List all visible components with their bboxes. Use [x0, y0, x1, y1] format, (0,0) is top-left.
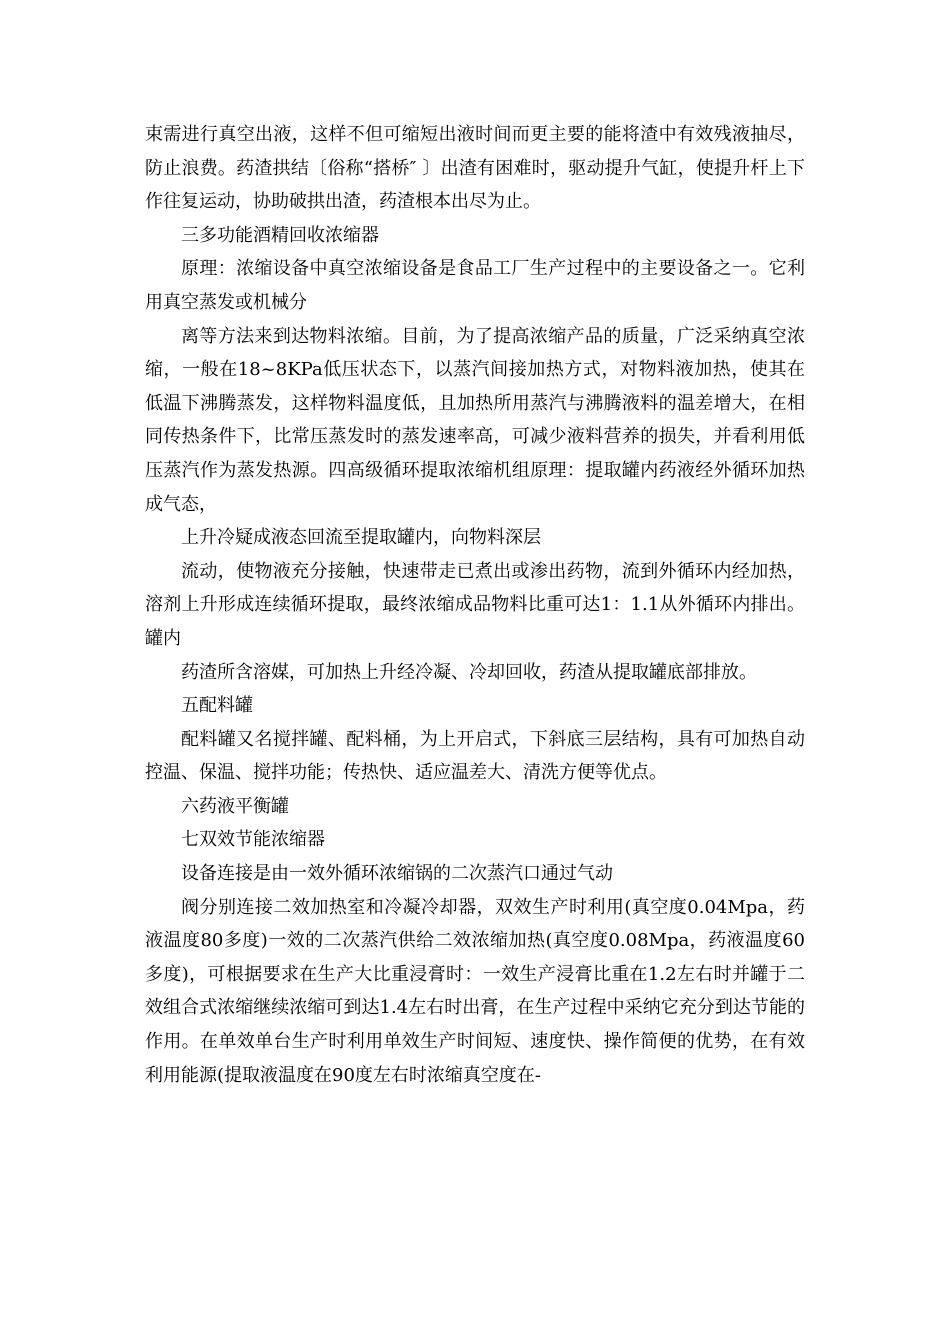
heading-alcohol-recovery-concentrator: 三多功能酒精回收浓缩器: [181, 224, 379, 246]
paragraph-batching-tank: 配料罐又名搅拌罐、配料桶，为上开启式，下斜底三层结构，具有可加热自动控温、保温、搅拌功能；传热快、适应温差大、清洗方便等优点。: [145, 728, 805, 784]
paragraph-vacuum-discharge: 束需进行真空出液，这样不但可缩短出液时间而更主要的能将渣中有效残液抽尽，防止浪费。药渣拱结〔俗称“搭桥″ 〕出渣有困难时，驱动提升气缸，使提升杆上下作往复运动，协助破拱出渣，药渣根本出尽为止。: [145, 124, 805, 213]
heading-balance-tank: 六药液平衡罐: [181, 795, 289, 817]
paragraph-equipment-connection: 设备连接是由一效外循环浓缩锅的二次蒸汽口通过气动: [181, 863, 613, 885]
paragraph-vacuum-concentration: 离等方法来到达物料浓缩。目前，为了提高浓缩产品的质量，广泛采纳真空浓缩，一般在18~8KPa低压状态下，以蒸汽间接加热方式，对物料液加热，使其在低温下沸腾蒸发，这样物料温度低，且加热所用蒸汽与沸腾液料的温差增大，在相同传热条件下，比常压蒸发时的蒸发速率高，可减少液料营养的损失，并看利用低压蒸汽作为蒸发热源。四高级循环提取浓缩机组原理：提取罐内药液经外循环加热成气态，: [145, 325, 805, 515]
heading-double-effect-concentrator: 七双效节能浓缩器: [181, 829, 325, 851]
paragraph-condense-reflux: 上升冷疑成液态回流至提取罐内，向物料深层: [181, 527, 541, 549]
paragraph-circulation-extraction: 流动，使物液充分接触，快速带走已煮出或渗出药物，流到外循环内经加热，溶剂上升形成连续循环提取，最终浓缩成品物料比重可达1：1.1从外循环内排出。罐内: [145, 560, 805, 649]
paragraph-residue-solvent: 药渣所含溶媒，可加热上升经冷凝、冷却回收，药渣从提取罐底部排放。: [181, 661, 757, 683]
paragraph-principle: 原理：浓缩设备中真空浓缩设备是食品工厂生产过程中的主要设备之一。它利用真空蒸发或机械分: [145, 258, 805, 313]
heading-batching-tank: 五配料罐: [181, 695, 253, 717]
document-body: [145, 118, 805, 1092]
paragraph-double-effect-operation: 阀分别连接二效加热室和冷凝冷却器，双效生产时利用(真空度0.04Mpa，药液温度80多度)一效的二次蒸汽供给二效浓缩加热(真空度0.08Mpa，药液温度60多度)，可根据要求在生产大比重浸膏时：一效生产浸膏比重在1.2左右时并罐于二效组合式浓缩继续浓缩可到达1.4左右时出膏，在生产过程中采纳它充分到达节能的作用。在单效单台生产时利用单效生产时间短、速度快、操作简便的优势，在有效利用能源(提取液温度在90度左右时浓缩真空度在-: [145, 896, 805, 1086]
